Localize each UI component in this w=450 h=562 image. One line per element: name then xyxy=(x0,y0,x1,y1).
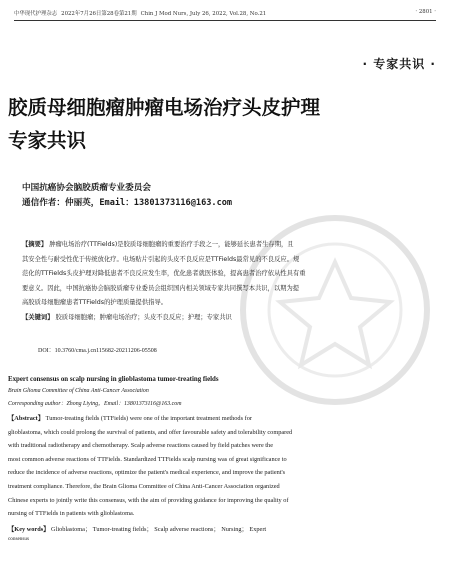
journal-english: Chin J Mod Nurs, July 26, 2022, Vol.28, No.21 xyxy=(140,11,267,17)
en-abstract-line-7: Chinese experts to jointly write this consensus, with the aim of providing guidance for improving the quality of xyxy=(8,496,289,504)
title-line-2: 专家共识 xyxy=(8,129,87,152)
author-block xyxy=(22,181,232,211)
en-keywords-row xyxy=(8,523,444,536)
running-head-left xyxy=(14,9,270,17)
corresponding-author: 通信作者：仲丽英，Email：13801373116@163.com xyxy=(22,198,233,208)
issue-date: 2022年7月26日第28卷第21期 xyxy=(61,11,137,17)
journal-name: 中华现代护理杂志 xyxy=(14,11,58,17)
en-abstract-line-6: treatment compliance. Therefore, the Brain Glioma Committee of China Anti-Cancer Association organized xyxy=(8,482,280,490)
cn-abstract-line-2: 其安全性与耐受性优于传统放化疗。电场贴片引起的头皮不良反应是TTFields最常见的不良反应。规 xyxy=(22,255,300,263)
en-abstract-line-5: reduce the incidence of adverse reactions, optimize the patient's medical experience, and improve the patient's xyxy=(8,469,286,477)
english-organization: Brain Glioma Committee of China Anti-Cancer Association xyxy=(8,388,149,394)
cn-abstract-label: 【摘要】 xyxy=(22,241,48,248)
en-abstract-line-1: Tumor-treating fields (TTFields) were one of the important treatment methods for xyxy=(45,415,252,422)
en-abstract-label: 【Abstract】 xyxy=(8,415,45,422)
cn-abstract xyxy=(22,238,442,326)
cn-abstract-line-5: 高胶质母细胞瘤患者TTFields的护理质量提供指导。 xyxy=(22,299,168,307)
header-rule xyxy=(14,20,436,21)
english-title: Expert consensus on scalp nursing in glioblastoma tumor-treating fields xyxy=(8,376,219,383)
en-abstract-line-8: nursing of TTFields in patients with glioblastoma. xyxy=(8,510,135,518)
en-abstract-line-4: most common adverse reactions of TTFields. Standardized TTFields scalp nursing was of great significance to xyxy=(8,455,287,463)
en-keywords: Glioblastoma； Tumor-treating fields； Scalp adverse reactions； Nursing； Expert xyxy=(51,525,267,533)
article-title xyxy=(8,91,320,157)
cn-keywords-label: 【关键词】 xyxy=(22,313,54,321)
cn-abstract-line-4: 要意义。因此，中国抗癌协会脑胶质瘤专业委员会组织国内相关领域专家共同撰写本共识，以期为提 xyxy=(22,284,300,292)
doi: DOI：10.3760/cma.j.cn115682-20211206-05508 xyxy=(38,348,157,354)
en-abstract xyxy=(8,412,444,521)
english-abstract-block xyxy=(8,376,444,542)
page-number: · 2801 · xyxy=(415,9,436,15)
title-line-1: 胶质母细胞瘤肿瘤电场治疗头皮护理 xyxy=(8,96,321,119)
english-corresponding: Corresponding author：Zhong Liying，Email：13801373116@163.com xyxy=(8,401,182,407)
running-head xyxy=(14,9,436,17)
cn-abstract-line-1: 肿瘤电场治疗(TTFields)是胶质母细胞瘤的重要治疗手段之一，能够延长患者生存期，且 xyxy=(49,241,294,248)
en-keywords-label: 【Key words】 xyxy=(8,525,50,533)
author-organization: 中国抗癌协会脑胶质瘤专业委员会 xyxy=(22,183,151,193)
cn-abstract-line-3: 范化的TTFields头皮护理对降低患者不良反应发生率，优化患者就医体验，提高患者治疗依从性具有重 xyxy=(22,270,306,278)
cn-keywords: 胶质母细胞瘤；肿瘤电场治疗；头皮不良反应；护理；专家共识 xyxy=(55,313,232,321)
column-label: · 专家共识 · xyxy=(362,57,436,71)
en-keywords-tail: consensus xyxy=(8,535,30,542)
en-abstract-line-3: with traditional radiotherapy and chemotherapy. Scalp adverse reactions caused by field patches were the xyxy=(8,442,274,450)
en-abstract-line-2: glioblastoma, which could prolong the survival of patients, and offer favourable safety and tolerability compared xyxy=(8,428,293,436)
